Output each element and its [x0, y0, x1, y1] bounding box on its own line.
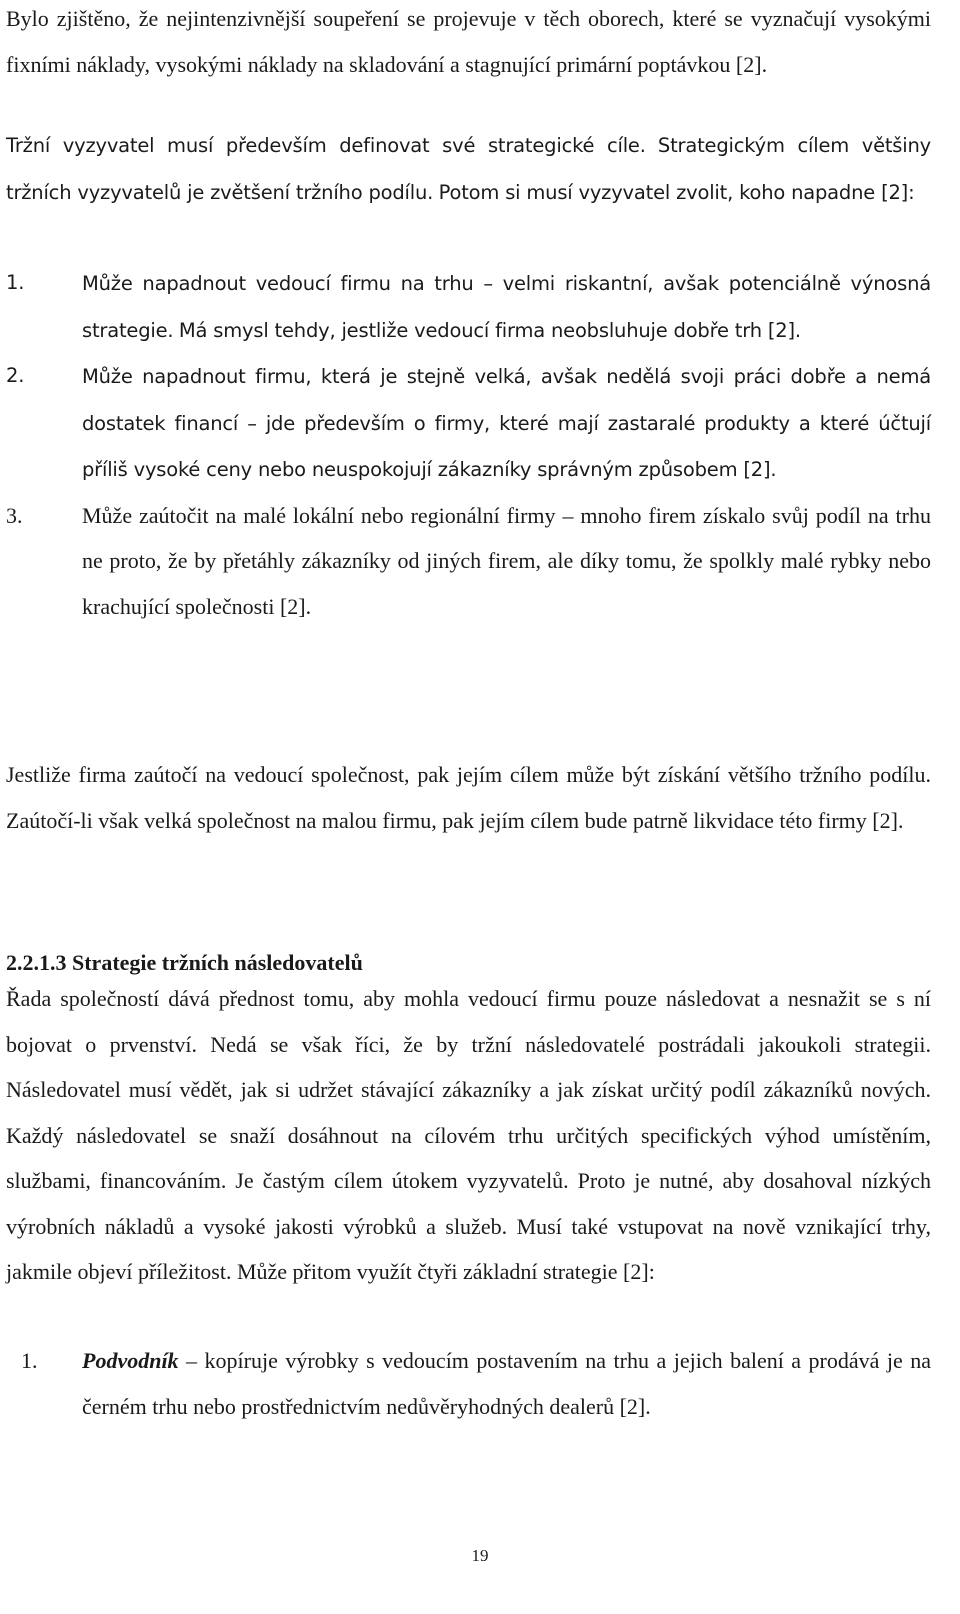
- list-item-text: Může napadnout firmu, která je stejně velká, avšak nedělá svoji práci dobře a nemá dostatek financí – jde především o firmy, které mají zastaralé produkty a které účtují příliš vysoké ceny nebo neuspokojují zákazníky správným způsobem [2].: [82, 365, 931, 481]
- page-number: 19: [471, 1546, 489, 1565]
- paragraph-sentence: Strategickým cílem většiny tržních vyzyvatelů je zvětšení tržního podílu.: [6, 134, 931, 204]
- intro-paragraph: Bylo zjištěno, že nejintenzivnější soupeření se projevuje v těch oborech, které se vyznačují vysokými fixními náklady, vysokými náklady na skladování a stagnující primární poptávkou [2].: [6, 6, 931, 77]
- paragraph-sentence: Tržní vyzyvatel musí především definovat své strategické cíle.: [6, 134, 646, 157]
- list-item: [6, 1338, 931, 1429]
- list-item-text: Může napadnout vedoucí firmu na trhu – velmi riskantní, avšak potenciálně výnosná strategie.: [82, 272, 931, 342]
- attack-targets-list: [6, 260, 931, 629]
- attack-outcome-paragraph: Jestliže firma zaútočí na vedoucí společnost, pak jejím cílem může být získání většího tržního podílu. Zaútočí-li však velká společnost na malou firmu, pak jejím cílem bude patrně likvidace této firmy [2].: [6, 762, 931, 833]
- list-item-term: Podvodník: [82, 1348, 179, 1373]
- list-item: [6, 493, 931, 630]
- list-item-text: Může zaútočit na malé lokální nebo regionální firmy – mnoho firem získalo svůj podíl na trhu ne proto, že by přetáhly zákazníky od jiných firem, ale díky tomu, že spolkly malé rybky nebo krachující společnosti [2].: [82, 502, 931, 619]
- paragraph-sentence: Potom si musí vyzyvatel zvolit, koho napadne [2]:: [438, 180, 915, 204]
- list-item: [6, 260, 931, 353]
- list-item-number: 2.: [6, 364, 25, 387]
- followers-paragraph: Řada společností dává přednost tomu, aby mohla vedoucí firmu pouze následovat a nesnažit se s ní bojovat o prvenství. Nedá se však říci, že by tržní následovatelé postrádali jakoukoli strategii. Následovatel musí vědět, jak si udržet stávající zákazníky a jak získat určitý podíl zákazníků nových. Každý následovatel se snaží dosáhnout na cílovém trhu určitých specifických výhod umístěním, službami, financováním. Je častým cílem útokem vyzyvatelů. Proto je nutné, aby dosahoval nízkých výrobních nákladů a vysoké jakosti výrobků a služeb. Musí také vstupovat na nově vznikající trhy, jakmile objeví příležitost. Může přitom využít čtyři základní strategie [2]:: [6, 986, 931, 1284]
- challenger-goals-paragraph: [6, 122, 931, 215]
- follower-strategies-list: [6, 1338, 931, 1429]
- list-item-number: 1.: [6, 271, 25, 294]
- list-item: [6, 353, 931, 493]
- list-item-number: 3.: [6, 502, 23, 528]
- section-heading: 2.2.1.3 Strategie tržních následovatelů: [6, 950, 363, 975]
- list-item-number: 1.: [21, 1348, 38, 1373]
- list-item-text: Má smysl tehdy, jestliže vedoucí firma neobsluhuje dobře trh [2].: [178, 318, 801, 342]
- list-item-text: – kopíruje výrobky s vedoucím postavením na trhu a jejich balení a prodává je na černém trhu nebo prostřednictvím nedůvěryhodných dealerů [2].: [82, 1348, 931, 1419]
